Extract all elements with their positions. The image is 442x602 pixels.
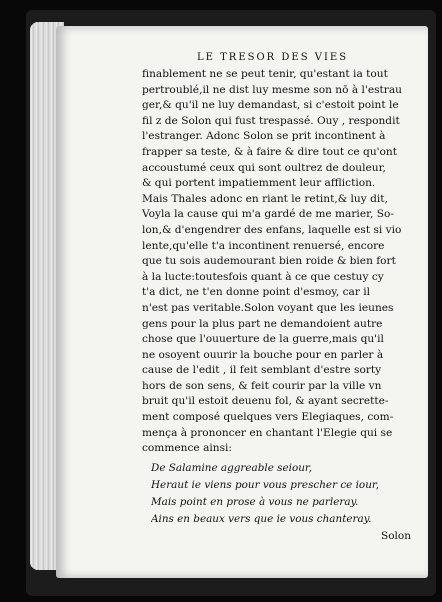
- verse-block: [151, 460, 421, 528]
- text-line: Voyla la cause qui m'a gardé de me marier, So-: [142, 208, 394, 221]
- text-line: bruit qu'il estoit deuenu fol, & ayant secrette-: [142, 395, 389, 408]
- text-line: à la lucte:toutesfois quant à ce que cestuy cy: [142, 270, 384, 283]
- text-line: ne osoyent ouurir la bouche pour en parler à: [142, 348, 384, 361]
- text-line: frapper sa teste, & à faire & dire tout ce qu'ont: [142, 145, 398, 158]
- text-line: n'est pas veritable.Solon voyant que les ieunes: [142, 301, 394, 314]
- text-line: Mais Thales adonc en riant le retint,& luy dit,: [142, 192, 388, 205]
- text-line: l'estranger. Adonc Solon se prit incontinent à: [142, 130, 386, 143]
- text-line: cause de l'edit , il feit semblant d'estre sorty: [142, 364, 382, 377]
- text-line: pertroublé,il ne dist luy mesme son nō à l'estrau: [142, 83, 402, 96]
- verse-line: De Salamine aggreable seiour,: [151, 462, 313, 474]
- text-line: ment composé quelques vers Elegiaques, com-: [142, 411, 394, 424]
- text-line: lente,qu'elle t'a incontinent renuersé, encore: [142, 239, 385, 252]
- verse-line: Heraut ie viens pour vous prescher ce iour,: [151, 479, 380, 491]
- text-line: & qui portent impatiemment leur affliction.: [142, 177, 376, 190]
- text-line: chose que l'ouuerture de la guerre,mais qu'il: [142, 333, 384, 346]
- text-line: que tu sois audemourant bien roide & bien fort: [142, 255, 396, 268]
- text-line: accoustumé ceux qui sont oultrez de douleur,: [142, 161, 386, 174]
- catchword: Solon: [381, 530, 411, 542]
- text-line: finablement ne se peut tenir, qu'estant ia tout: [142, 68, 388, 80]
- verse-line: Ains en beaux vers que ie vous chanteray.: [151, 513, 372, 525]
- text-line: fil z de Solon qui fust trespassé. Ouy , respondit: [142, 114, 400, 127]
- verse-line: Mais point en prose à vous ne parleray.: [151, 496, 359, 508]
- text-line: hors de son sens, & feit courir par la ville vn: [142, 379, 382, 392]
- text-line: commence ainsi:: [142, 442, 232, 455]
- body-text: [142, 67, 432, 457]
- text-line: lon,& d'engendrer des enfans, laquelle est si vio: [142, 223, 402, 236]
- running-head: LE TRESOR DES VIES: [197, 52, 349, 63]
- text-line: mença à prononcer en chantant l'Elegie qui se: [142, 426, 393, 439]
- text-line: gens pour la plus part ne demandoient autre: [142, 317, 383, 330]
- text-line: ger,& qu'il ne luy demandast, si c'estoit point le: [142, 99, 399, 112]
- text-line: t'a dict, ne t'en donne point d'esmoy, car il: [142, 286, 371, 299]
